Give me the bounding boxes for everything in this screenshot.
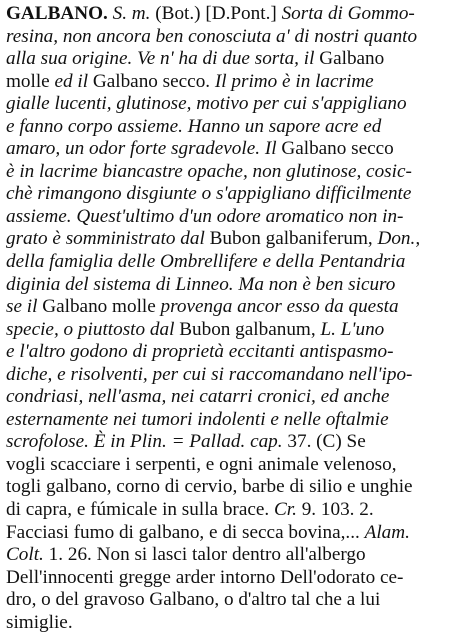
entry-text: Il primo è in lacrime [214,70,374,92]
entry-text: Don., [377,228,421,250]
entry-text: 9. 103. 2. [296,499,374,521]
entry-line [6,71,468,94]
entry-line [6,206,468,229]
entry-text: Galbano molle [42,296,161,318]
entry-line [6,251,468,274]
entry-text: di capra, e fúmicale in sulla brace. [6,499,274,521]
dictionary-entry [6,3,468,634]
entry-line [6,499,468,522]
entry-line [6,228,468,251]
entry-text: Alam. [364,521,410,543]
entry-text: gialle lucenti, glutinose, motivo per cui s'appigliano [6,93,407,115]
entry-text: (Bot.) [D.Pont.] [150,3,282,24]
entry-text: se il [6,296,43,318]
entry-text: resina, non ancora ben conosciuta a' di nostri quanto [6,25,418,47]
entry-line [6,612,468,634]
entry-text: esternamente nei tumori indolenti e nelle oftalmie [6,408,389,430]
entry-text: ed il [54,70,89,92]
entry-line [6,386,468,409]
entry-line [6,3,468,26]
entry-text: 37. (C) Se [282,431,366,453]
entry-line [6,476,468,499]
entry-text: amaro, un odor forte sgradevole. Il [6,138,282,160]
entry-line [6,454,468,477]
entry-text: e fanno corpo assieme. Hanno un sapore acre ed [6,115,382,137]
entry-line [6,409,468,432]
entry-line [6,161,468,184]
entry-text: diginia del sistema di Linneo. Ma non è ben sicuro [6,273,396,295]
entry-text: Facciasi fumo di galbano, e di secca bovina,... [6,521,365,543]
entry-text: è in lacrime biancastre opache, non glutinose, cosic- [6,160,412,182]
entry-text: togli galbano, corno di cervio, barbe di silio e unghie [6,476,413,498]
entry-text: Galbano secco. [88,70,215,92]
entry-line [6,116,468,139]
entry-text: S. m. [112,3,151,24]
entry-line [6,138,468,161]
entry-text: condriasi, nell'asma, nei catarri cronici, ed anche [6,386,390,408]
entry-text: Cr. [273,499,297,521]
entry-text: diche, e risolventi, per cui si raccomandano nell'ipo- [6,363,413,385]
entry-text: dro, o del gravoso Galbano, o d'altro tal che a lui [6,589,381,611]
entry-line [6,296,468,319]
entry-line [6,544,468,567]
entry-text: Bubon galbaniferum, [209,228,378,250]
entry-text: della famiglia delle Ombrellifere e della Pentandria [6,251,406,273]
entry-text: alla sua origine. Ve n' ha di due sorta, il [6,48,320,70]
entry-text: molle [6,70,55,92]
entry-line [6,431,468,454]
entry-text: e l'altro godono di proprietà eccitanti antispasmo- [6,341,394,363]
entry-line [6,93,468,116]
entry-text: Galbano secco [281,138,394,160]
entry-text: Galbano [319,48,385,70]
entry-text: scrofolose. È in Plin. = Pallad. cap. [6,431,283,453]
entry-line [6,48,468,71]
entry-text: Colt. [6,544,44,566]
entry-line [6,341,468,364]
entry-text: Sorta di Gommo- [281,3,415,24]
entry-text: L. L'uno [320,318,385,340]
entry-line [6,364,468,387]
entry-line [6,522,468,545]
entry-text: specie, o piuttosto dal [6,318,180,340]
entry-text: provenga ancor esso da questa [160,296,399,318]
entry-line [6,26,468,49]
entry-line [6,567,468,590]
entry-text: GALBANO. [6,3,108,24]
entry-line [6,274,468,297]
entry-text: chè rimangono disgiunte o s'appigliano difficilmente [6,183,412,205]
entry-text: Bubon galbanum, [179,318,321,340]
entry-text: Dell'innocenti gregge arder intorno Dell'odorato ce- [6,566,404,588]
entry-text: assieme. Quest'ultimo d'un odore aromatico non in- [6,205,404,227]
entry-text: vogli scacciare i serpenti, e ogni animale velenoso, [6,453,397,475]
entry-text: 1. 26. Non si lasci talor dentro all'albergo [43,544,366,566]
entry-line [6,589,468,612]
entry-line [6,319,468,342]
entry-text: grato è somministrato dal [6,228,210,250]
entry-line [6,183,468,206]
entry-text: simiglie. [6,611,73,633]
